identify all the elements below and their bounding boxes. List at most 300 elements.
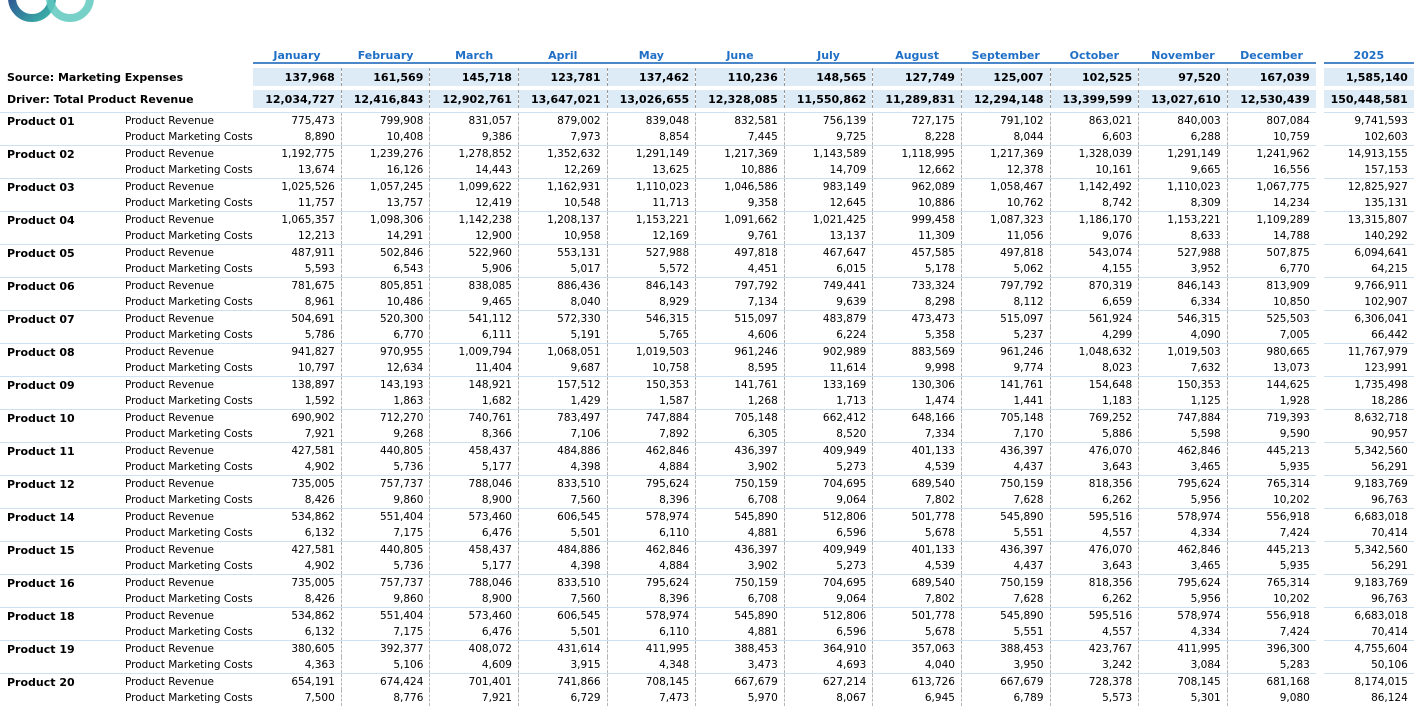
revenue-total-cell[interactable]: 9,741,593 bbox=[1324, 113, 1414, 130]
cost-total-cell[interactable]: 140,292 bbox=[1324, 228, 1414, 245]
cost-cell[interactable]: 10,762 bbox=[961, 195, 1050, 212]
cost-cell[interactable]: 8,890 bbox=[253, 129, 342, 146]
cost-cell[interactable]: 3,902 bbox=[696, 558, 785, 575]
cost-cell[interactable]: 5,956 bbox=[1139, 591, 1228, 608]
cost-cell[interactable]: 4,348 bbox=[607, 657, 696, 674]
cost-cell[interactable]: 5,237 bbox=[961, 327, 1050, 344]
cost-cell[interactable]: 8,298 bbox=[873, 294, 962, 311]
revenue-cell[interactable]: 133,169 bbox=[784, 377, 873, 394]
revenue-total-cell[interactable]: 12,825,927 bbox=[1324, 179, 1414, 196]
revenue-cell[interactable]: 1,118,995 bbox=[873, 146, 962, 163]
revenue-cell[interactable]: 157,512 bbox=[518, 377, 607, 394]
cost-cell[interactable]: 9,080 bbox=[1227, 690, 1316, 706]
cost-cell[interactable]: 7,175 bbox=[341, 525, 430, 542]
cost-cell[interactable]: 10,202 bbox=[1227, 492, 1316, 509]
revenue-cell[interactable]: 1,009,794 bbox=[430, 344, 519, 361]
revenue-cell[interactable]: 1,352,632 bbox=[518, 146, 607, 163]
cost-cell[interactable]: 7,424 bbox=[1227, 624, 1316, 641]
cost-cell[interactable]: 5,273 bbox=[784, 558, 873, 575]
revenue-cell[interactable]: 551,404 bbox=[341, 509, 430, 526]
revenue-cell[interactable]: 1,058,467 bbox=[961, 179, 1050, 196]
revenue-cell[interactable]: 1,291,149 bbox=[607, 146, 696, 163]
revenue-cell[interactable]: 473,473 bbox=[873, 311, 962, 328]
revenue-cell[interactable]: 795,624 bbox=[607, 476, 696, 493]
cost-cell[interactable]: 5,736 bbox=[341, 459, 430, 476]
revenue-cell[interactable]: 750,159 bbox=[696, 476, 785, 493]
revenue-cell[interactable]: 1,208,137 bbox=[518, 212, 607, 229]
revenue-cell[interactable]: 999,458 bbox=[873, 212, 962, 229]
cost-cell[interactable]: 1,592 bbox=[253, 393, 342, 410]
revenue-cell[interactable]: 1,109,289 bbox=[1227, 212, 1316, 229]
cost-cell[interactable]: 8,044 bbox=[961, 129, 1050, 146]
summary-cell[interactable]: 13,399,599 bbox=[1050, 90, 1139, 108]
cost-cell[interactable]: 6,708 bbox=[696, 492, 785, 509]
summary-cell[interactable]: 12,034,727 bbox=[253, 90, 342, 108]
cost-cell[interactable]: 12,269 bbox=[518, 162, 607, 179]
cost-cell[interactable]: 5,177 bbox=[430, 558, 519, 575]
cost-cell[interactable]: 5,551 bbox=[961, 624, 1050, 641]
cost-cell[interactable]: 9,860 bbox=[341, 492, 430, 509]
revenue-cell[interactable]: 1,241,962 bbox=[1227, 146, 1316, 163]
revenue-cell[interactable]: 704,695 bbox=[784, 476, 873, 493]
cost-cell[interactable]: 7,802 bbox=[873, 591, 962, 608]
cost-total-cell[interactable]: 90,957 bbox=[1324, 426, 1414, 443]
cost-cell[interactable]: 8,961 bbox=[253, 294, 342, 311]
cost-cell[interactable]: 4,398 bbox=[518, 459, 607, 476]
revenue-cell[interactable]: 799,908 bbox=[341, 113, 430, 130]
revenue-cell[interactable]: 595,516 bbox=[1050, 509, 1139, 526]
summary-cell[interactable]: 12,530,439 bbox=[1227, 90, 1316, 108]
cost-total-cell[interactable]: 64,215 bbox=[1324, 261, 1414, 278]
cost-cell[interactable]: 1,587 bbox=[607, 393, 696, 410]
revenue-cell[interactable]: 781,675 bbox=[253, 278, 342, 295]
cost-cell[interactable]: 5,935 bbox=[1227, 459, 1316, 476]
revenue-cell[interactable]: 401,133 bbox=[873, 542, 962, 559]
revenue-cell[interactable]: 741,866 bbox=[518, 674, 607, 691]
revenue-cell[interactable]: 546,315 bbox=[1139, 311, 1228, 328]
cost-cell[interactable]: 6,659 bbox=[1050, 294, 1139, 311]
cost-cell[interactable]: 6,334 bbox=[1139, 294, 1228, 311]
cost-total-cell[interactable]: 18,286 bbox=[1324, 393, 1414, 410]
revenue-cell[interactable]: 431,614 bbox=[518, 641, 607, 658]
revenue-total-cell[interactable]: 6,683,018 bbox=[1324, 608, 1414, 625]
cost-cell[interactable]: 9,590 bbox=[1227, 426, 1316, 443]
cost-total-cell[interactable]: 70,414 bbox=[1324, 624, 1414, 641]
cost-cell[interactable]: 14,234 bbox=[1227, 195, 1316, 212]
revenue-cell[interactable]: 141,761 bbox=[696, 377, 785, 394]
revenue-cell[interactable]: 712,270 bbox=[341, 410, 430, 427]
cost-cell[interactable]: 4,902 bbox=[253, 558, 342, 575]
cost-cell[interactable]: 5,956 bbox=[1139, 492, 1228, 509]
revenue-cell[interactable]: 863,021 bbox=[1050, 113, 1139, 130]
cost-cell[interactable]: 6,132 bbox=[253, 624, 342, 641]
revenue-cell[interactable]: 879,002 bbox=[518, 113, 607, 130]
cost-cell[interactable]: 5,501 bbox=[518, 525, 607, 542]
cost-cell[interactable]: 1,713 bbox=[784, 393, 873, 410]
cost-cell[interactable]: 10,548 bbox=[518, 195, 607, 212]
cost-cell[interactable]: 8,742 bbox=[1050, 195, 1139, 212]
revenue-cell[interactable]: 541,112 bbox=[430, 311, 519, 328]
revenue-cell[interactable]: 886,436 bbox=[518, 278, 607, 295]
cost-cell[interactable]: 5,935 bbox=[1227, 558, 1316, 575]
cost-cell[interactable]: 10,758 bbox=[607, 360, 696, 377]
cost-cell[interactable]: 5,062 bbox=[961, 261, 1050, 278]
cost-cell[interactable]: 8,040 bbox=[518, 294, 607, 311]
cost-cell[interactable]: 11,614 bbox=[784, 360, 873, 377]
cost-cell[interactable]: 11,309 bbox=[873, 228, 962, 245]
revenue-cell[interactable]: 667,679 bbox=[696, 674, 785, 691]
cost-cell[interactable]: 1,928 bbox=[1227, 393, 1316, 410]
revenue-cell[interactable]: 561,924 bbox=[1050, 311, 1139, 328]
cost-cell[interactable]: 6,111 bbox=[430, 327, 519, 344]
cost-cell[interactable]: 8,426 bbox=[253, 591, 342, 608]
cost-cell[interactable]: 5,886 bbox=[1050, 426, 1139, 443]
revenue-cell[interactable]: 846,143 bbox=[1139, 278, 1228, 295]
revenue-cell[interactable]: 831,057 bbox=[430, 113, 519, 130]
revenue-cell[interactable]: 467,647 bbox=[784, 245, 873, 262]
cost-cell[interactable]: 6,596 bbox=[784, 624, 873, 641]
revenue-cell[interactable]: 1,217,369 bbox=[696, 146, 785, 163]
revenue-cell[interactable]: 1,217,369 bbox=[961, 146, 1050, 163]
revenue-cell[interactable]: 1,068,051 bbox=[518, 344, 607, 361]
revenue-cell[interactable]: 364,910 bbox=[784, 641, 873, 658]
cost-cell[interactable]: 13,674 bbox=[253, 162, 342, 179]
cost-cell[interactable]: 7,473 bbox=[607, 690, 696, 706]
cost-cell[interactable]: 4,881 bbox=[696, 624, 785, 641]
revenue-cell[interactable]: 578,974 bbox=[607, 509, 696, 526]
revenue-total-cell[interactable]: 4,755,604 bbox=[1324, 641, 1414, 658]
cost-cell[interactable]: 5,551 bbox=[961, 525, 1050, 542]
cost-cell[interactable]: 12,662 bbox=[873, 162, 962, 179]
cost-cell[interactable]: 10,486 bbox=[341, 294, 430, 311]
revenue-cell[interactable]: 769,252 bbox=[1050, 410, 1139, 427]
revenue-cell[interactable]: 143,193 bbox=[341, 377, 430, 394]
cost-cell[interactable]: 5,678 bbox=[873, 624, 962, 641]
cost-cell[interactable]: 5,106 bbox=[341, 657, 430, 674]
revenue-cell[interactable]: 1,065,357 bbox=[253, 212, 342, 229]
revenue-cell[interactable]: 487,911 bbox=[253, 245, 342, 262]
cost-cell[interactable]: 8,366 bbox=[430, 426, 519, 443]
cost-cell[interactable]: 6,262 bbox=[1050, 591, 1139, 608]
revenue-cell[interactable]: 545,890 bbox=[696, 509, 785, 526]
cost-cell[interactable]: 7,170 bbox=[961, 426, 1050, 443]
cost-cell[interactable]: 3,242 bbox=[1050, 657, 1139, 674]
revenue-cell[interactable]: 543,074 bbox=[1050, 245, 1139, 262]
cost-cell[interactable]: 9,998 bbox=[873, 360, 962, 377]
revenue-cell[interactable]: 401,133 bbox=[873, 443, 962, 460]
cost-cell[interactable]: 12,169 bbox=[607, 228, 696, 245]
revenue-cell[interactable]: 708,145 bbox=[607, 674, 696, 691]
revenue-cell[interactable]: 483,879 bbox=[784, 311, 873, 328]
cost-cell[interactable]: 13,073 bbox=[1227, 360, 1316, 377]
revenue-cell[interactable]: 527,988 bbox=[607, 245, 696, 262]
cost-cell[interactable]: 1,268 bbox=[696, 393, 785, 410]
revenue-cell[interactable]: 436,397 bbox=[696, 443, 785, 460]
cost-cell[interactable]: 7,632 bbox=[1139, 360, 1228, 377]
revenue-cell[interactable]: 1,291,149 bbox=[1139, 146, 1228, 163]
revenue-total-cell[interactable]: 14,913,155 bbox=[1324, 146, 1414, 163]
revenue-cell[interactable]: 840,003 bbox=[1139, 113, 1228, 130]
revenue-cell[interactable]: 551,404 bbox=[341, 608, 430, 625]
cost-total-cell[interactable]: 157,153 bbox=[1324, 162, 1414, 179]
cost-cell[interactable]: 4,884 bbox=[607, 558, 696, 575]
cost-cell[interactable]: 3,084 bbox=[1139, 657, 1228, 674]
revenue-cell[interactable]: 138,897 bbox=[253, 377, 342, 394]
revenue-cell[interactable]: 740,761 bbox=[430, 410, 519, 427]
cost-cell[interactable]: 6,770 bbox=[341, 327, 430, 344]
cost-cell[interactable]: 6,543 bbox=[341, 261, 430, 278]
revenue-cell[interactable]: 783,497 bbox=[518, 410, 607, 427]
cost-cell[interactable]: 9,064 bbox=[784, 492, 873, 509]
cost-cell[interactable]: 4,334 bbox=[1139, 624, 1228, 641]
cost-cell[interactable]: 10,850 bbox=[1227, 294, 1316, 311]
summary-total-cell[interactable]: 1,585,140 bbox=[1324, 68, 1414, 86]
revenue-cell[interactable]: 690,902 bbox=[253, 410, 342, 427]
revenue-cell[interactable]: 408,072 bbox=[430, 641, 519, 658]
revenue-cell[interactable]: 705,148 bbox=[961, 410, 1050, 427]
cost-cell[interactable]: 8,426 bbox=[253, 492, 342, 509]
summary-cell[interactable]: 12,902,761 bbox=[430, 90, 519, 108]
cost-cell[interactable]: 16,126 bbox=[341, 162, 430, 179]
revenue-cell[interactable]: 728,378 bbox=[1050, 674, 1139, 691]
cost-cell[interactable]: 7,175 bbox=[341, 624, 430, 641]
cost-cell[interactable]: 5,572 bbox=[607, 261, 696, 278]
cost-cell[interactable]: 3,465 bbox=[1139, 459, 1228, 476]
cost-cell[interactable]: 10,797 bbox=[253, 360, 342, 377]
revenue-cell[interactable]: 522,960 bbox=[430, 245, 519, 262]
cost-cell[interactable]: 4,155 bbox=[1050, 261, 1139, 278]
revenue-cell[interactable]: 595,516 bbox=[1050, 608, 1139, 625]
revenue-cell[interactable]: 1,021,425 bbox=[784, 212, 873, 229]
revenue-cell[interactable]: 445,213 bbox=[1227, 443, 1316, 460]
revenue-cell[interactable]: 705,148 bbox=[696, 410, 785, 427]
cost-total-cell[interactable]: 56,291 bbox=[1324, 459, 1414, 476]
revenue-cell[interactable]: 747,884 bbox=[607, 410, 696, 427]
revenue-cell[interactable]: 512,806 bbox=[784, 509, 873, 526]
revenue-cell[interactable]: 1,192,775 bbox=[253, 146, 342, 163]
cost-cell[interactable]: 9,386 bbox=[430, 129, 519, 146]
revenue-cell[interactable]: 440,805 bbox=[341, 542, 430, 559]
cost-cell[interactable]: 10,202 bbox=[1227, 591, 1316, 608]
cost-cell[interactable]: 1,183 bbox=[1050, 393, 1139, 410]
revenue-cell[interactable]: 689,540 bbox=[873, 476, 962, 493]
revenue-cell[interactable]: 1,110,023 bbox=[607, 179, 696, 196]
revenue-cell[interactable]: 788,046 bbox=[430, 476, 519, 493]
revenue-cell[interactable]: 606,545 bbox=[518, 608, 607, 625]
cost-cell[interactable]: 3,465 bbox=[1139, 558, 1228, 575]
cost-cell[interactable]: 3,643 bbox=[1050, 558, 1139, 575]
revenue-cell[interactable]: 141,761 bbox=[961, 377, 1050, 394]
revenue-cell[interactable]: 409,949 bbox=[784, 542, 873, 559]
cost-cell[interactable]: 6,132 bbox=[253, 525, 342, 542]
cost-cell[interactable]: 14,443 bbox=[430, 162, 519, 179]
revenue-total-cell[interactable]: 6,683,018 bbox=[1324, 509, 1414, 526]
revenue-cell[interactable]: 501,778 bbox=[873, 509, 962, 526]
revenue-cell[interactable]: 154,648 bbox=[1050, 377, 1139, 394]
cost-cell[interactable]: 10,161 bbox=[1050, 162, 1139, 179]
revenue-cell[interactable]: 150,353 bbox=[1139, 377, 1228, 394]
revenue-cell[interactable]: 681,168 bbox=[1227, 674, 1316, 691]
revenue-cell[interactable]: 578,974 bbox=[607, 608, 696, 625]
cost-cell[interactable]: 4,363 bbox=[253, 657, 342, 674]
revenue-cell[interactable]: 788,046 bbox=[430, 575, 519, 592]
cost-cell[interactable]: 7,424 bbox=[1227, 525, 1316, 542]
cost-cell[interactable]: 7,892 bbox=[607, 426, 696, 443]
cost-cell[interactable]: 8,396 bbox=[607, 492, 696, 509]
revenue-cell[interactable]: 411,995 bbox=[1139, 641, 1228, 658]
revenue-cell[interactable]: 484,886 bbox=[518, 443, 607, 460]
cost-cell[interactable]: 4,884 bbox=[607, 459, 696, 476]
revenue-cell[interactable]: 674,424 bbox=[341, 674, 430, 691]
revenue-cell[interactable]: 457,585 bbox=[873, 245, 962, 262]
revenue-cell[interactable]: 497,818 bbox=[961, 245, 1050, 262]
cost-cell[interactable]: 6,770 bbox=[1227, 261, 1316, 278]
revenue-total-cell[interactable]: 13,315,807 bbox=[1324, 212, 1414, 229]
revenue-cell[interactable]: 556,918 bbox=[1227, 608, 1316, 625]
cost-cell[interactable]: 9,465 bbox=[430, 294, 519, 311]
revenue-cell[interactable]: 795,624 bbox=[1139, 476, 1228, 493]
cost-cell[interactable]: 10,759 bbox=[1227, 129, 1316, 146]
cost-cell[interactable]: 14,788 bbox=[1227, 228, 1316, 245]
cost-cell[interactable]: 6,288 bbox=[1139, 129, 1228, 146]
revenue-cell[interactable]: 578,974 bbox=[1139, 608, 1228, 625]
cost-cell[interactable]: 1,429 bbox=[518, 393, 607, 410]
summary-cell[interactable]: 110,236 bbox=[696, 68, 785, 86]
cost-cell[interactable]: 5,765 bbox=[607, 327, 696, 344]
cost-cell[interactable]: 8,112 bbox=[961, 294, 1050, 311]
cost-cell[interactable]: 7,802 bbox=[873, 492, 962, 509]
cost-cell[interactable]: 10,886 bbox=[873, 195, 962, 212]
cost-cell[interactable]: 7,921 bbox=[430, 690, 519, 706]
cost-cell[interactable]: 3,902 bbox=[696, 459, 785, 476]
revenue-total-cell[interactable]: 11,767,979 bbox=[1324, 344, 1414, 361]
cost-total-cell[interactable]: 66,442 bbox=[1324, 327, 1414, 344]
revenue-cell[interactable]: 388,453 bbox=[696, 641, 785, 658]
cost-cell[interactable]: 6,596 bbox=[784, 525, 873, 542]
revenue-cell[interactable]: 1,057,245 bbox=[341, 179, 430, 196]
cost-cell[interactable]: 7,500 bbox=[253, 690, 342, 706]
cost-cell[interactable]: 9,639 bbox=[784, 294, 873, 311]
cost-cell[interactable]: 8,396 bbox=[607, 591, 696, 608]
cost-cell[interactable]: 11,757 bbox=[253, 195, 342, 212]
cost-cell[interactable]: 6,305 bbox=[696, 426, 785, 443]
summary-cell[interactable]: 102,525 bbox=[1050, 68, 1139, 86]
revenue-total-cell[interactable]: 1,735,498 bbox=[1324, 377, 1414, 394]
revenue-cell[interactable]: 870,319 bbox=[1050, 278, 1139, 295]
cost-cell[interactable]: 6,224 bbox=[784, 327, 873, 344]
revenue-cell[interactable]: 148,921 bbox=[430, 377, 519, 394]
revenue-cell[interactable]: 1,186,170 bbox=[1050, 212, 1139, 229]
cost-cell[interactable]: 7,334 bbox=[873, 426, 962, 443]
cost-cell[interactable]: 4,539 bbox=[873, 459, 962, 476]
cost-cell[interactable]: 12,419 bbox=[430, 195, 519, 212]
cost-cell[interactable]: 4,451 bbox=[696, 261, 785, 278]
revenue-cell[interactable]: 833,510 bbox=[518, 575, 607, 592]
revenue-cell[interactable]: 436,397 bbox=[696, 542, 785, 559]
cost-cell[interactable]: 3,950 bbox=[961, 657, 1050, 674]
revenue-cell[interactable]: 445,213 bbox=[1227, 542, 1316, 559]
cost-cell[interactable]: 11,713 bbox=[607, 195, 696, 212]
revenue-cell[interactable]: 545,890 bbox=[696, 608, 785, 625]
revenue-cell[interactable]: 1,091,662 bbox=[696, 212, 785, 229]
cost-cell[interactable]: 4,902 bbox=[253, 459, 342, 476]
revenue-cell[interactable]: 747,884 bbox=[1139, 410, 1228, 427]
revenue-cell[interactable]: 573,460 bbox=[430, 509, 519, 526]
revenue-total-cell[interactable]: 5,342,560 bbox=[1324, 542, 1414, 559]
revenue-cell[interactable]: 150,353 bbox=[607, 377, 696, 394]
revenue-cell[interactable]: 807,084 bbox=[1227, 113, 1316, 130]
revenue-cell[interactable]: 765,314 bbox=[1227, 575, 1316, 592]
cost-cell[interactable]: 7,106 bbox=[518, 426, 607, 443]
summary-cell[interactable]: 11,550,862 bbox=[784, 90, 873, 108]
cost-total-cell[interactable]: 123,991 bbox=[1324, 360, 1414, 377]
cost-cell[interactable]: 9,665 bbox=[1139, 162, 1228, 179]
cost-cell[interactable]: 14,709 bbox=[784, 162, 873, 179]
cost-cell[interactable]: 4,881 bbox=[696, 525, 785, 542]
revenue-cell[interactable]: 357,063 bbox=[873, 641, 962, 658]
revenue-cell[interactable]: 719,393 bbox=[1227, 410, 1316, 427]
cost-cell[interactable]: 5,736 bbox=[341, 558, 430, 575]
cost-cell[interactable]: 6,476 bbox=[430, 624, 519, 641]
revenue-cell[interactable]: 578,974 bbox=[1139, 509, 1228, 526]
cost-cell[interactable]: 6,476 bbox=[430, 525, 519, 542]
revenue-cell[interactable]: 818,356 bbox=[1050, 575, 1139, 592]
revenue-cell[interactable]: 832,581 bbox=[696, 113, 785, 130]
cost-cell[interactable]: 12,213 bbox=[253, 228, 342, 245]
cost-cell[interactable]: 11,056 bbox=[961, 228, 1050, 245]
summary-cell[interactable]: 148,565 bbox=[784, 68, 873, 86]
summary-cell[interactable]: 11,289,831 bbox=[873, 90, 962, 108]
revenue-cell[interactable]: 648,166 bbox=[873, 410, 962, 427]
revenue-cell[interactable]: 553,131 bbox=[518, 245, 607, 262]
cost-cell[interactable]: 8,929 bbox=[607, 294, 696, 311]
cost-cell[interactable]: 13,757 bbox=[341, 195, 430, 212]
cost-cell[interactable]: 4,040 bbox=[873, 657, 962, 674]
revenue-cell[interactable]: 130,306 bbox=[873, 377, 962, 394]
revenue-cell[interactable]: 501,778 bbox=[873, 608, 962, 625]
revenue-cell[interactable]: 545,890 bbox=[961, 608, 1050, 625]
revenue-cell[interactable]: 388,453 bbox=[961, 641, 1050, 658]
revenue-cell[interactable]: 1,278,852 bbox=[430, 146, 519, 163]
revenue-cell[interactable]: 1,087,323 bbox=[961, 212, 1050, 229]
cost-cell[interactable]: 6,015 bbox=[784, 261, 873, 278]
revenue-cell[interactable]: 708,145 bbox=[1139, 674, 1228, 691]
revenue-cell[interactable]: 573,460 bbox=[430, 608, 519, 625]
cost-cell[interactable]: 12,645 bbox=[784, 195, 873, 212]
cost-cell[interactable]: 8,776 bbox=[341, 690, 430, 706]
cost-cell[interactable]: 7,560 bbox=[518, 492, 607, 509]
revenue-cell[interactable]: 556,918 bbox=[1227, 509, 1316, 526]
revenue-cell[interactable]: 1,143,589 bbox=[784, 146, 873, 163]
revenue-cell[interactable]: 818,356 bbox=[1050, 476, 1139, 493]
cost-total-cell[interactable]: 70,414 bbox=[1324, 525, 1414, 542]
revenue-cell[interactable]: 462,846 bbox=[607, 542, 696, 559]
cost-cell[interactable]: 7,005 bbox=[1227, 327, 1316, 344]
cost-total-cell[interactable]: 135,131 bbox=[1324, 195, 1414, 212]
cost-total-cell[interactable]: 96,763 bbox=[1324, 591, 1414, 608]
summary-cell[interactable]: 13,027,610 bbox=[1139, 90, 1228, 108]
revenue-cell[interactable]: 961,246 bbox=[961, 344, 1050, 361]
summary-cell[interactable]: 145,718 bbox=[430, 68, 519, 86]
revenue-cell[interactable]: 749,441 bbox=[784, 278, 873, 295]
revenue-cell[interactable]: 813,909 bbox=[1227, 278, 1316, 295]
cost-cell[interactable]: 8,520 bbox=[784, 426, 873, 443]
cost-cell[interactable]: 4,557 bbox=[1050, 525, 1139, 542]
cost-cell[interactable]: 9,687 bbox=[518, 360, 607, 377]
cost-cell[interactable]: 1,863 bbox=[341, 393, 430, 410]
revenue-cell[interactable]: 1,046,586 bbox=[696, 179, 785, 196]
cost-cell[interactable]: 3,915 bbox=[518, 657, 607, 674]
